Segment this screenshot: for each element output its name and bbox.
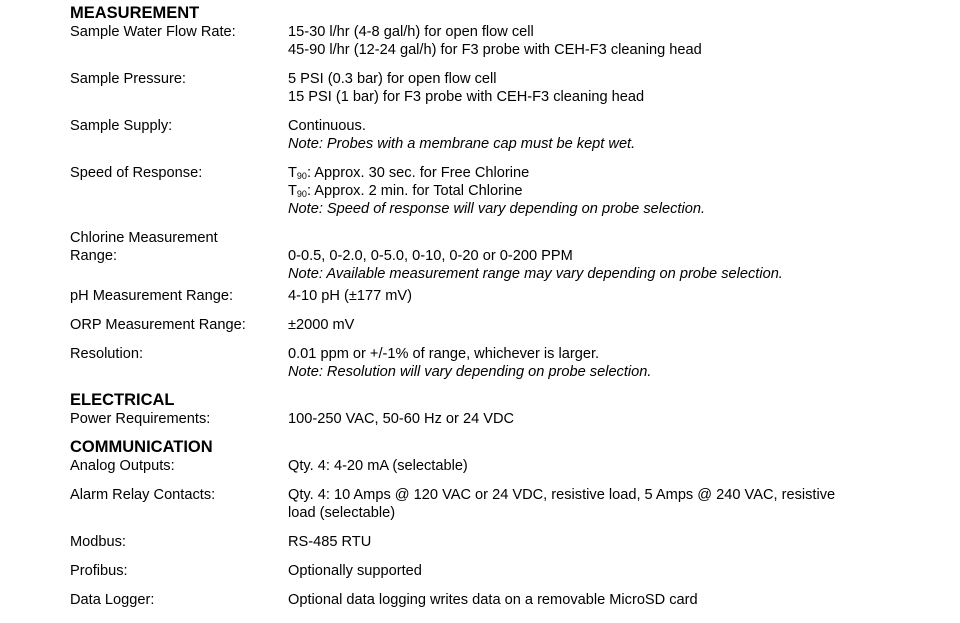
spec-value-line: Qty. 4: 4-20 mA (selectable) <box>288 458 468 474</box>
spec-label: Data Logger: <box>70 592 155 608</box>
spec-value-line: 4-10 pH (±177 mV) <box>288 288 412 304</box>
spec-label: Speed of Response: <box>70 165 203 181</box>
spec-value-line <box>288 182 930 200</box>
spec-value <box>288 70 930 106</box>
spec-value-line: Optional data logging writes data on a removable MicroSD card <box>288 592 698 608</box>
spec-value <box>288 117 930 153</box>
t90-subscript: 90 <box>296 189 307 199</box>
spec-value-line: 5 PSI (0.3 bar) for open flow cell <box>288 71 497 87</box>
spec-label: pH Measurement Range: <box>70 288 234 304</box>
spec-value-line <box>288 164 930 182</box>
spec-row-ph-measurement-range <box>70 287 930 305</box>
spec-value-line: Qty. 4: 10 Amps @ 120 VAC or 24 VDC, resistive load, 5 Amps @ 240 VAC, resistive <box>288 487 836 503</box>
spec-label: Alarm Relay Contacts: <box>70 487 216 503</box>
spec-value <box>288 287 930 305</box>
spec-label <box>70 229 288 283</box>
spec-value-line: RS-485 RTU <box>288 534 372 550</box>
spec-value-line: 15-30 l/hr (4-8 gal/h) for open flow cell <box>288 24 534 40</box>
spec-value-line: load (selectable) <box>288 505 396 521</box>
spec-label: ORP Measurement Range: <box>70 317 246 333</box>
spec-label-line: Range: <box>70 248 118 264</box>
spec-row-speed-of-response <box>70 164 930 218</box>
spec-row-sample-pressure <box>70 70 930 106</box>
t90-symbol: T <box>288 165 297 181</box>
spec-row-power-requirements <box>70 410 930 428</box>
spec-value-line: 45-90 l/hr (12-24 gal/h) for F3 probe with CEH-F3 cleaning head <box>288 42 702 58</box>
spec-note: Note: Resolution will vary depending on probe selection. <box>288 364 652 380</box>
spec-value <box>288 562 930 580</box>
spec-value-text: : Approx. 2 min. for Total Chlorine <box>306 183 523 199</box>
spec-value-line: 0.01 ppm or +/-1% of range, whichever is larger. <box>288 346 600 362</box>
measurement-heading: MEASUREMENT <box>70 4 200 22</box>
spec-value <box>288 457 930 475</box>
communication-heading: COMMUNICATION <box>70 438 213 456</box>
spec-note: Note: Probes with a membrane cap must be kept wet. <box>288 136 636 152</box>
spec-value <box>288 410 930 428</box>
spec-row-alarm-relay-contacts <box>70 486 930 522</box>
spec-value-line: Optionally supported <box>288 563 422 579</box>
spec-value-line: 15 PSI (1 bar) for F3 probe with CEH-F3 cleaning head <box>288 89 645 105</box>
spec-label: Modbus: <box>70 534 126 550</box>
spec-label: Power Requirements: <box>70 411 211 427</box>
spec-label: Profibus: <box>70 563 128 579</box>
spec-row-orp-measurement-range <box>70 316 930 334</box>
spec-value-spacer <box>288 229 930 247</box>
spec-value <box>288 164 930 218</box>
spec-value <box>288 316 930 334</box>
spec-note: Note: Speed of response will vary depending on probe selection. <box>288 201 705 217</box>
spec-label: Analog Outputs: <box>70 458 175 474</box>
spec-row-resolution <box>70 345 930 381</box>
spec-sheet <box>70 4 930 609</box>
spec-row-sample-supply <box>70 117 930 153</box>
spec-value <box>288 23 930 59</box>
spec-value-line: ±2000 mV <box>288 317 355 333</box>
spec-label: Sample Water Flow Rate: <box>70 24 236 40</box>
spec-row-modbus <box>70 533 930 551</box>
spec-value <box>288 229 930 283</box>
spec-label: Sample Supply: <box>70 118 173 134</box>
spec-value <box>288 533 930 551</box>
spec-label-line: Chlorine Measurement <box>70 230 218 246</box>
spec-value-text: : Approx. 30 sec. for Free Chlorine <box>306 165 530 181</box>
spec-value <box>288 591 930 609</box>
spec-note: Note: Available measurement range may vary depending on probe selection. <box>288 266 783 282</box>
t90-symbol: T <box>288 183 297 199</box>
spec-value-line: 0-0.5, 0-2.0, 0-5.0, 0-10, 0-20 or 0-200 PPM <box>288 248 573 264</box>
spec-value-line: 100-250 VAC, 50-60 Hz or 24 VDC <box>288 411 515 427</box>
spec-value <box>288 345 930 381</box>
spec-label: Sample Pressure: <box>70 71 186 87</box>
spec-value-line: Continuous. <box>288 118 366 134</box>
electrical-heading: ELECTRICAL <box>70 391 175 409</box>
spec-label: Resolution: <box>70 346 144 362</box>
spec-row-analog-outputs <box>70 457 930 475</box>
spec-row-profibus <box>70 562 930 580</box>
spec-value <box>288 486 930 522</box>
spec-row-data-logger <box>70 591 930 609</box>
spec-row-sample-water-flow-rate <box>70 23 930 59</box>
t90-subscript: 90 <box>296 171 307 181</box>
spec-row-chlorine-measurement-range <box>70 229 930 283</box>
